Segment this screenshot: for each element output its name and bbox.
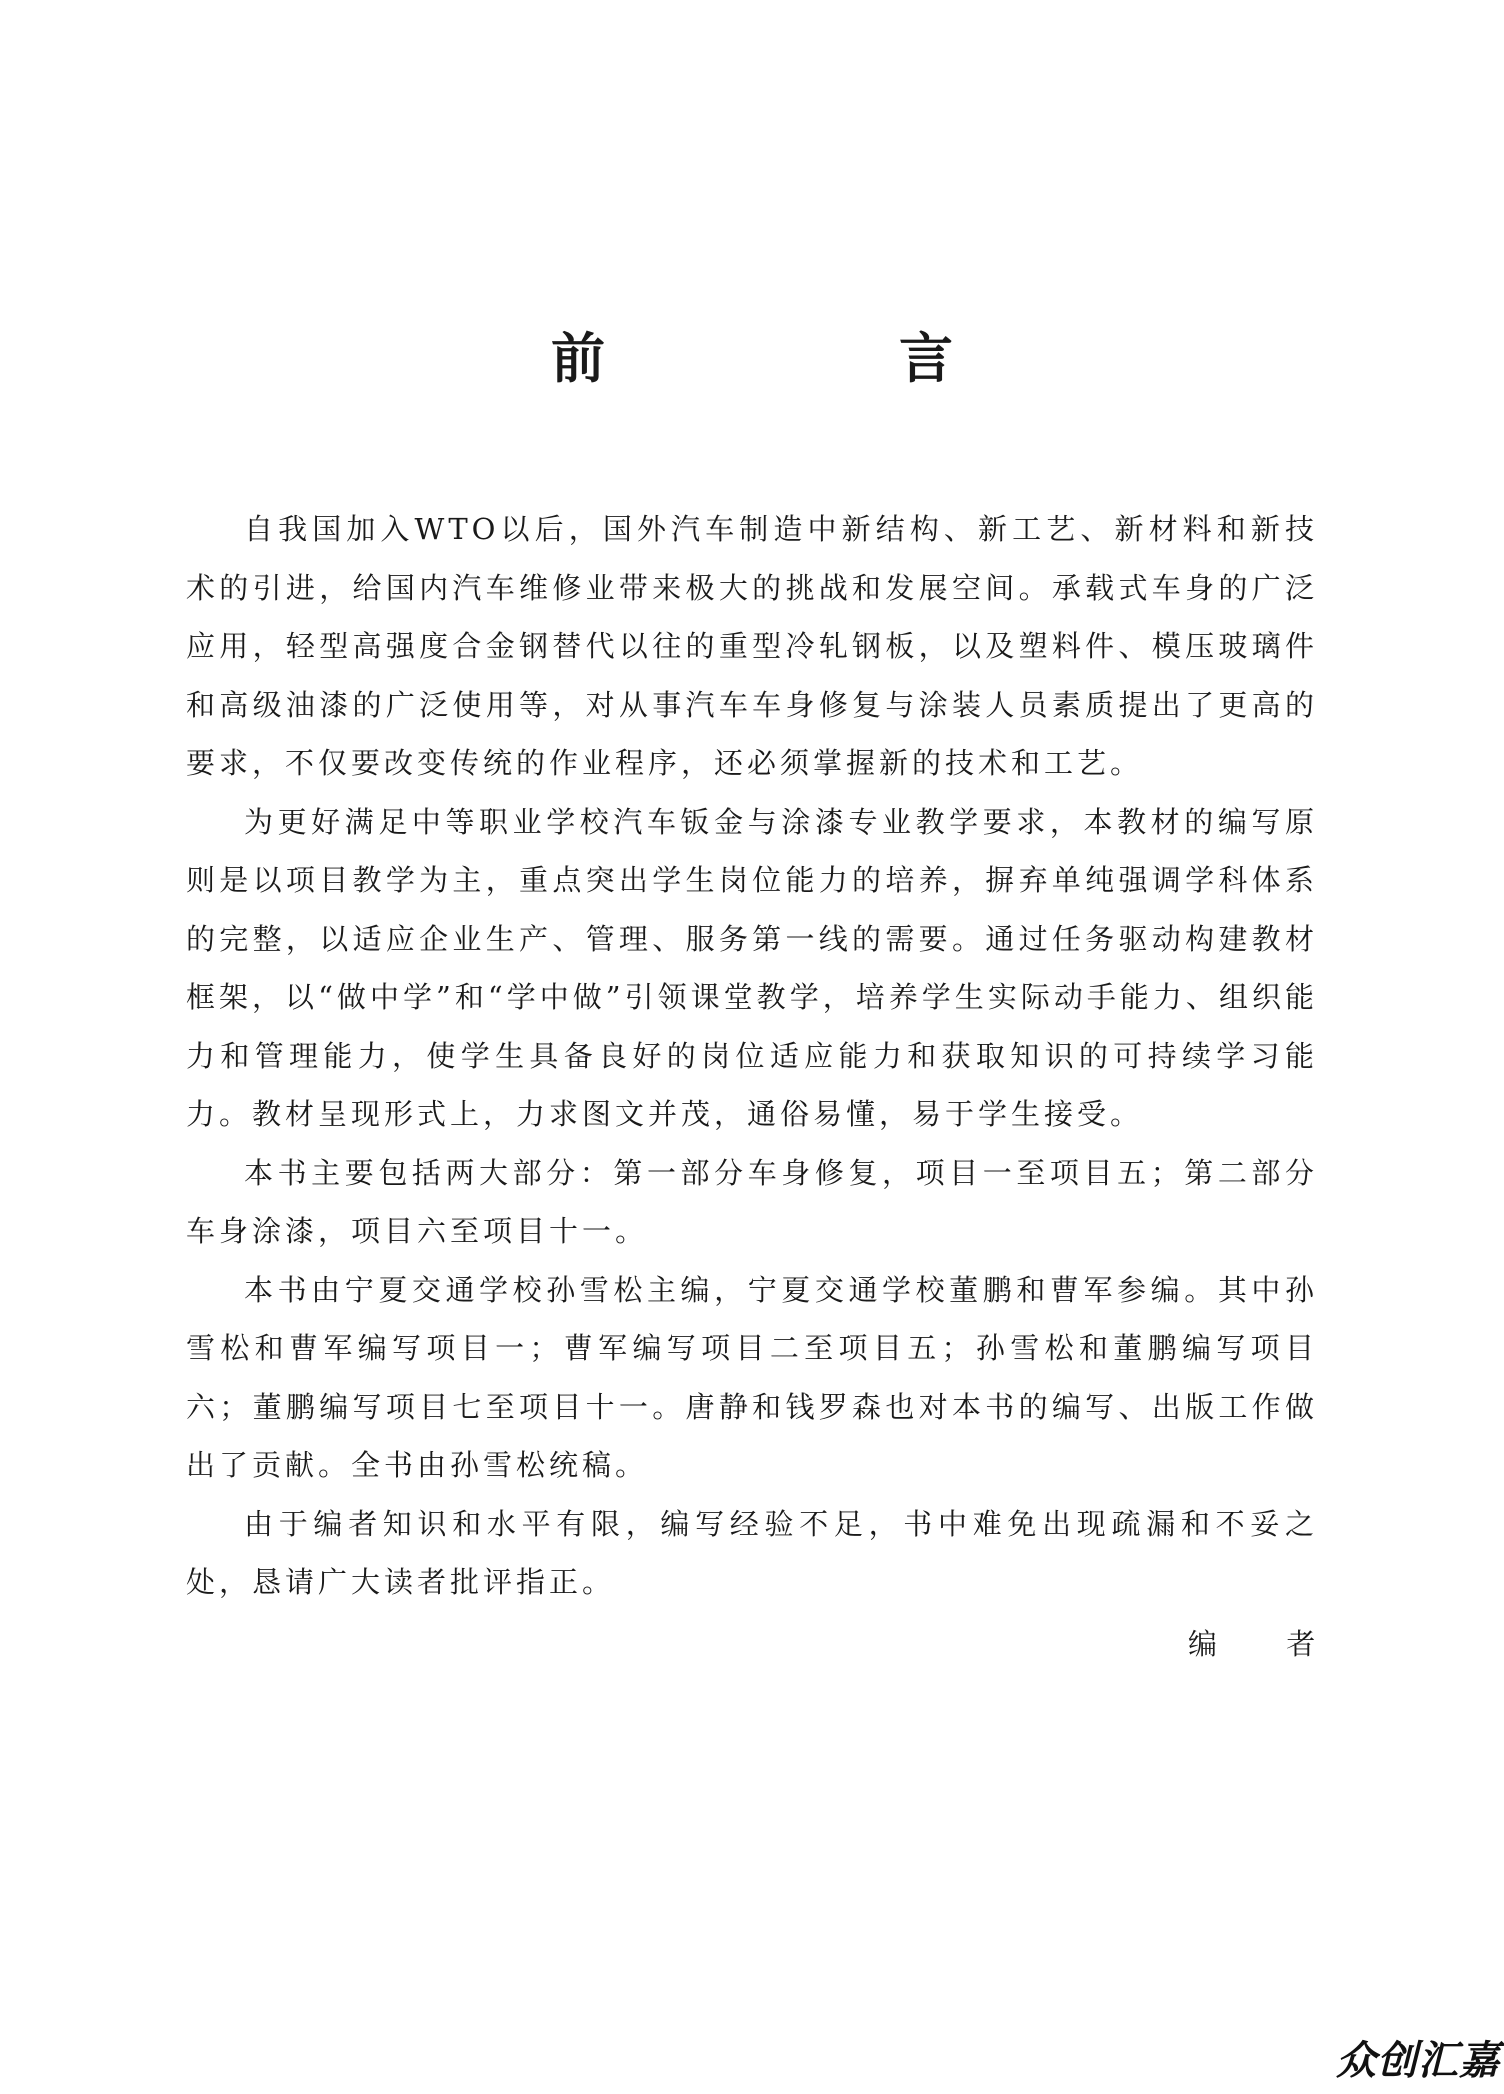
paragraph-3: 本书主要包括两大部分：第一部分车身修复，项目一至项目五；第二部分车身涂漆，项目六至项目十一。 bbox=[186, 1155, 1318, 1248]
paragraph-5: 由于编者知识和水平有限，编写经验不足，书中难免出现疏漏和不妥之处，恳请广大读者批评指正。 bbox=[186, 1506, 1318, 1599]
author-signature: 编 者 bbox=[1188, 1627, 1346, 1661]
paragraph-2: 为更好满足中等职业学校汽车钣金与涂漆专业教学要求，本教材的编写原则是以项目教学为主，重点突出学生岗位能力的培养，摒弃单纯强调学科体系的完整，以适应企业生产、管理、服务第一线的需要。通过任务驱动构建教材框架，以“做中学”和“学中做”引领课堂教学，培养学生实际动手能力、组织能力和管理能力，使学生具备良好的岗位适应能力和获取知识的可持续学习能力。教材呈现形式上，力求图文并茂，通俗易懂，易于学生接受。 bbox=[186, 804, 1318, 1131]
paragraph-1: 自我国加入WTO以后，国外汽车制造中新结构、新工艺、新材料和新技术的引进，给国内汽车维修业带来极大的挑战和发展空间。承载式车身的广泛应用，轻型高强度合金钢替代以往的重型冷轧钢板，以及塑料件、模压玻璃件和高级油漆的广泛使用等，对从事汽车车身修复与涂装人员素质提出了更高的要求，不仅要改变传统的作业程序，还必须掌握新的技术和工艺。 bbox=[186, 512, 1318, 780]
paragraph-4: 本书由宁夏交通学校孙雪松主编，宁夏交通学校董鹏和曹军参编。其中孙雪松和曹军编写项目一；曹军编写项目二至项目五；孙雪松和董鹏编写项目六；董鹏编写项目七至项目十一。唐静和钱罗森也对本书的编写、出版工作做出了贡献。全书由孙雪松统稿。 bbox=[186, 1272, 1318, 1482]
page-title: 前 言 bbox=[551, 326, 1073, 390]
watermark-logo: 众创汇嘉 bbox=[1336, 2038, 1500, 2084]
preface-body bbox=[186, 500, 1318, 1612]
